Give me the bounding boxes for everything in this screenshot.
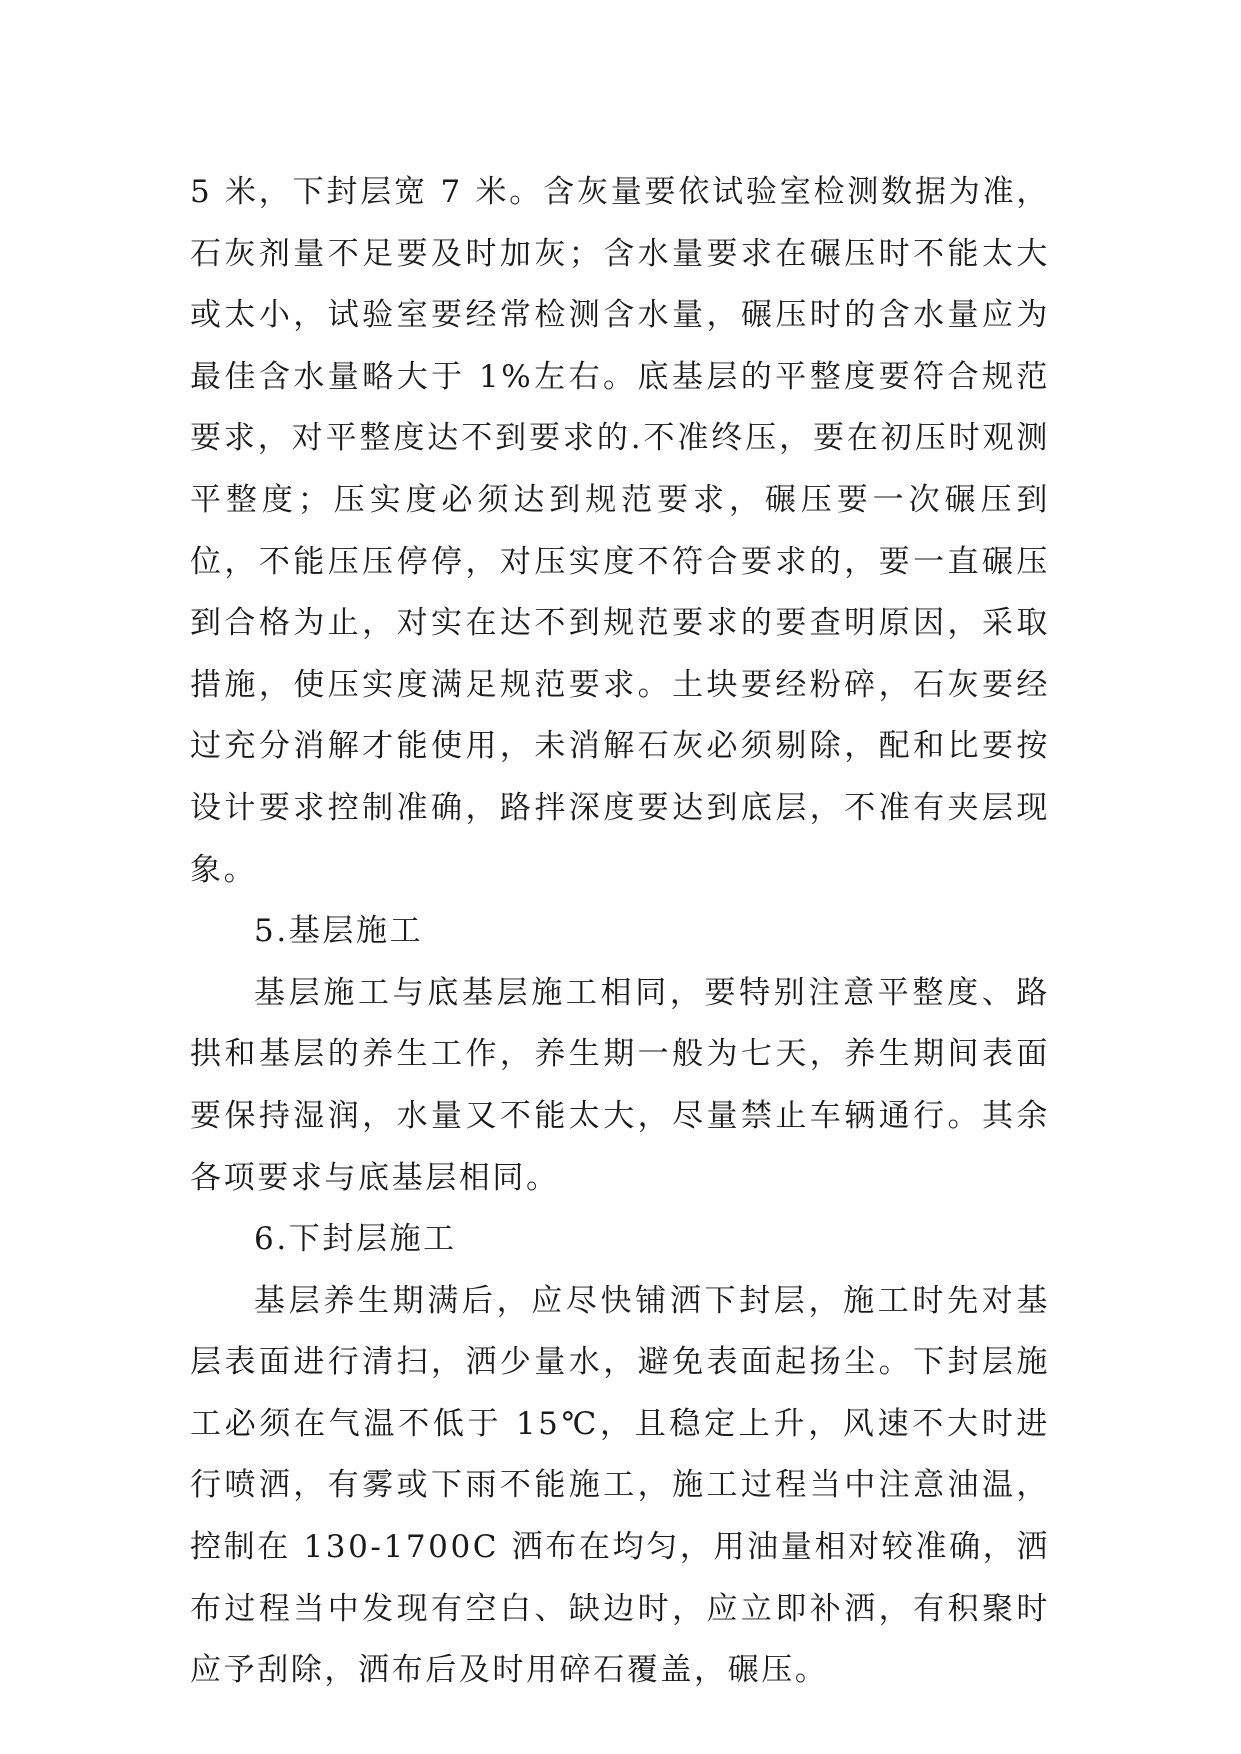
document-body [190, 162, 1050, 1702]
paragraph-base-construction: 基层施工与底基层施工相同，要特别注意平整度、路拱和基层的养生工作，养生期一般为七天，养生期间表面要保持湿润，水量又不能太大，尽量禁止车辆通行。其余各项要求与底基层相同。 [190, 974, 1050, 1196]
paragraph-lower-seal-construction: 基层养生期满后，应尽快铺洒下封层，施工时先对基层表面进行清扫，洒少量水，避免表面起扬尘。下封层施工必须在气温不低于 15℃，且稳定上升，风速不大时进行喷洒，有雾或下雨不能施工，施工过程当中注意油温，控制在 130-1700C 洒布在均匀，用油量相对较准确，洒布过程当中发现有空白、缺边时，应立即补洒，有积聚时应予刮除，洒布后及时用碎石覆盖，碾压。 [190, 1282, 1050, 1689]
section-heading-lower-seal-construction: 6.下封层施工 [254, 1221, 457, 1258]
paragraph-subbase-requirements: 5 米，下封层宽 7 米。含灰量要依试验室检测数据为准，石灰剂量不足要及时加灰；含水量要求在碾压时不能太大或太小，试验室要经常检测含水量，碾压时的含水量应为最佳含水量略大于 1%左右。底基层的平整度要符合规范要求，对平整度达不到要求的.不准终压，要在初压时观测平整度；压实度必须达到规范要求，碾压要一次碾压到位，不能压压停停，对压实度不符合要求的，要一直碾压到合格为止，对实在达不到规范要求的要查明原因，采取措施，使压实度满足规范要求。土块要经粉碎，石灰要经过充分消解才能使用，未消解石灰必须剔除，配和比要按设计要求控制准确，路拌深度要达到底层，不准有夹层现象。 [190, 174, 1050, 888]
section-heading-base-construction: 5.基层施工 [254, 913, 424, 950]
